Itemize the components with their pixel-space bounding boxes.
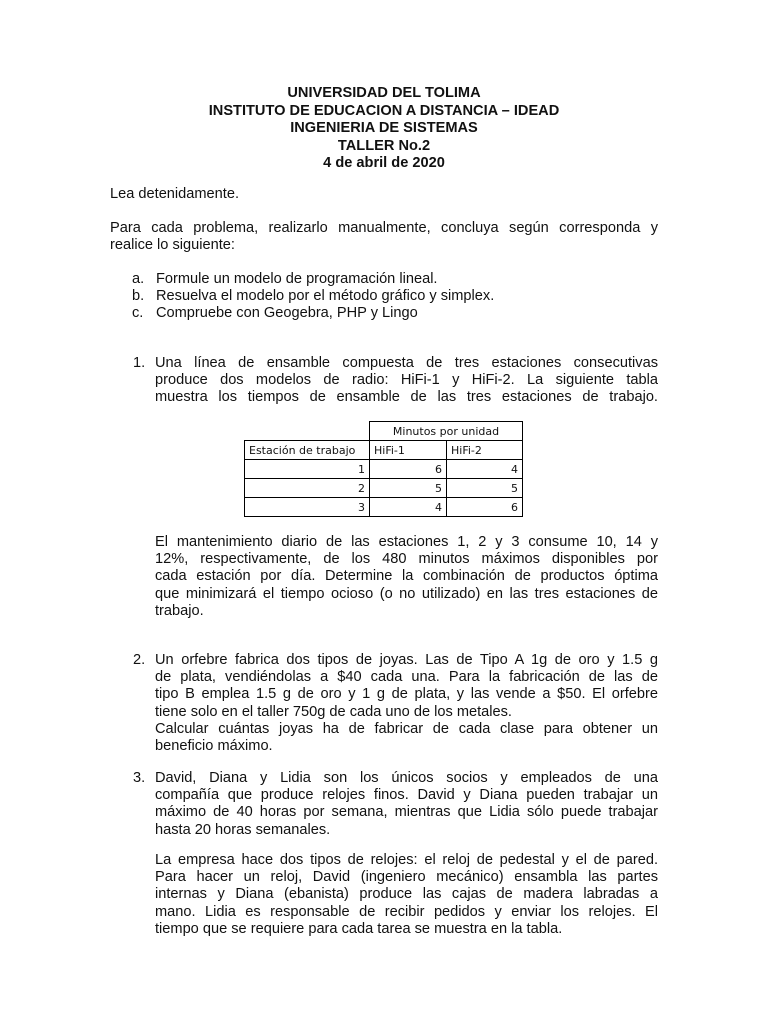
- task-marker: b.: [132, 288, 145, 304]
- problem-line: tiene solo en el taller 750g de cada uno de los metales.: [155, 703, 512, 720]
- problem-number: 2.: [133, 652, 146, 668]
- task-text: Formule un modelo de programación lineal.: [156, 271, 438, 287]
- problem-3-paragraph-2: [155, 852, 658, 938]
- problem-line: tipo B emplea 1.5 g de oro y 1 g de plata, y las vende a $50. El orfebre: [155, 686, 658, 703]
- problem-line: Para hacer un reloj, David (ingeniero mecánico) ensambla las partes: [155, 869, 658, 886]
- problem-line: máximo de 40 horas por semana, mientras que Lidia sólo puede trabajar: [155, 804, 658, 821]
- read-note: Lea detenidamente.: [110, 186, 240, 202]
- problem-number: 3.: [133, 770, 146, 786]
- document-date: 4 de abril de 2020: [323, 155, 445, 171]
- problem-line: que minimizará el tiempo ocioso (o no utilizado) en las tres estaciones de: [155, 585, 658, 602]
- problem-line: internas y Diana (ebanista) produce las cajas de madera labradas a: [155, 886, 658, 903]
- problem-line: compañía que produce relojes finos. David y Diana pueden trabajar un: [155, 787, 658, 804]
- problem-text: [155, 770, 658, 839]
- hifi1-cell: 6: [370, 460, 447, 479]
- column-header-hifi1: HiFi-1: [370, 441, 447, 460]
- problem-1-maintenance: [155, 534, 658, 620]
- instructions-line: realice lo siguiente:: [110, 237, 235, 253]
- institute-name: INSTITUTO DE EDUCACION A DISTANCIA – IDEAD: [208, 102, 560, 119]
- problem-line: muestra los tiempos de ensamble de las tres estaciones de trabajo.: [155, 389, 658, 406]
- workshop-title: TALLER No.2: [337, 137, 431, 154]
- table-group-header-row: [245, 422, 523, 441]
- table-row: [245, 498, 523, 517]
- problem-line: beneficio máximo.: [155, 737, 273, 754]
- task-text: Resuelva el modelo por el método gráfico y simplex.: [156, 288, 495, 304]
- problem-line: Una línea de ensamble compuesta de tres estaciones consecutivas: [155, 355, 658, 371]
- problem-line: David, Diana y Lidia son los únicos socios y empleados de una: [155, 770, 658, 786]
- station-cell: 2: [245, 479, 370, 498]
- problem-line: La empresa hace dos tipos de relojes: el reloj de pedestal y el de pared.: [155, 852, 658, 868]
- instructions: [110, 220, 658, 254]
- problem-text: [155, 355, 658, 407]
- group-header: Minutos por unidad: [370, 422, 523, 441]
- hifi2-cell: 5: [447, 479, 523, 498]
- column-header-hifi2: HiFi-2: [447, 441, 523, 460]
- station-cell: 3: [245, 498, 370, 517]
- station-cell: 1: [245, 460, 370, 479]
- problem-line: trabajo.: [155, 602, 204, 619]
- column-header-station: Estación de trabajo: [245, 441, 370, 460]
- problem-line: cada estación por día. Determine la combinación de productos óptima: [155, 568, 658, 585]
- table-row: [245, 460, 523, 479]
- table-row: [245, 479, 523, 498]
- document-header: [0, 85, 768, 173]
- university-name: UNIVERSIDAD DEL TOLIMA: [287, 85, 481, 101]
- task-marker: a.: [132, 271, 145, 287]
- program-name: INGENIERIA DE SISTEMAS: [290, 120, 478, 136]
- problem-line: mano. Lidia es responsable de recibir pedidos y enviar los relojes. El: [155, 903, 658, 920]
- problem-line: tiempo que se requiere para cada tarea se muestra en la tabla.: [155, 920, 563, 937]
- table-header-row: [245, 441, 523, 460]
- problem-line: 12%, respectivamente, de los 480 minutos máximos disponibles por: [155, 551, 658, 568]
- problem-line: produce dos modelos de radio: HiFi-1 y HiFi-2. La siguiente tabla: [155, 372, 658, 389]
- assembly-times-table: [244, 421, 523, 517]
- instructions-line: Para cada problema, realizarlo manualmente, concluya según corresponda y: [110, 220, 658, 236]
- hifi2-cell: 4: [447, 460, 523, 479]
- problem-number: 1.: [133, 355, 146, 371]
- problem-text: [155, 652, 658, 755]
- hifi1-cell: 5: [370, 479, 447, 498]
- task-text: Compruebe con Geogebra, PHP y Lingo: [156, 305, 418, 321]
- problem-line: Calcular cuántas joyas ha de fabricar de cada clase para obtener un: [155, 720, 658, 737]
- hifi1-cell: 4: [370, 498, 447, 517]
- problem-line: El mantenimiento diario de las estaciones 1, 2 y 3 consume 10, 14 y: [155, 534, 658, 550]
- problem-line: hasta 20 horas semanales.: [155, 821, 331, 838]
- problem-line: Un orfebre fabrica dos tipos de joyas. Las de Tipo A 1g de oro y 1.5 g: [155, 652, 658, 668]
- problem-line: de plata, vendiéndolas a $40 cada una. Para la fabricación de las de: [155, 669, 658, 686]
- hifi2-cell: 6: [447, 498, 523, 517]
- task-marker: c.: [132, 305, 144, 321]
